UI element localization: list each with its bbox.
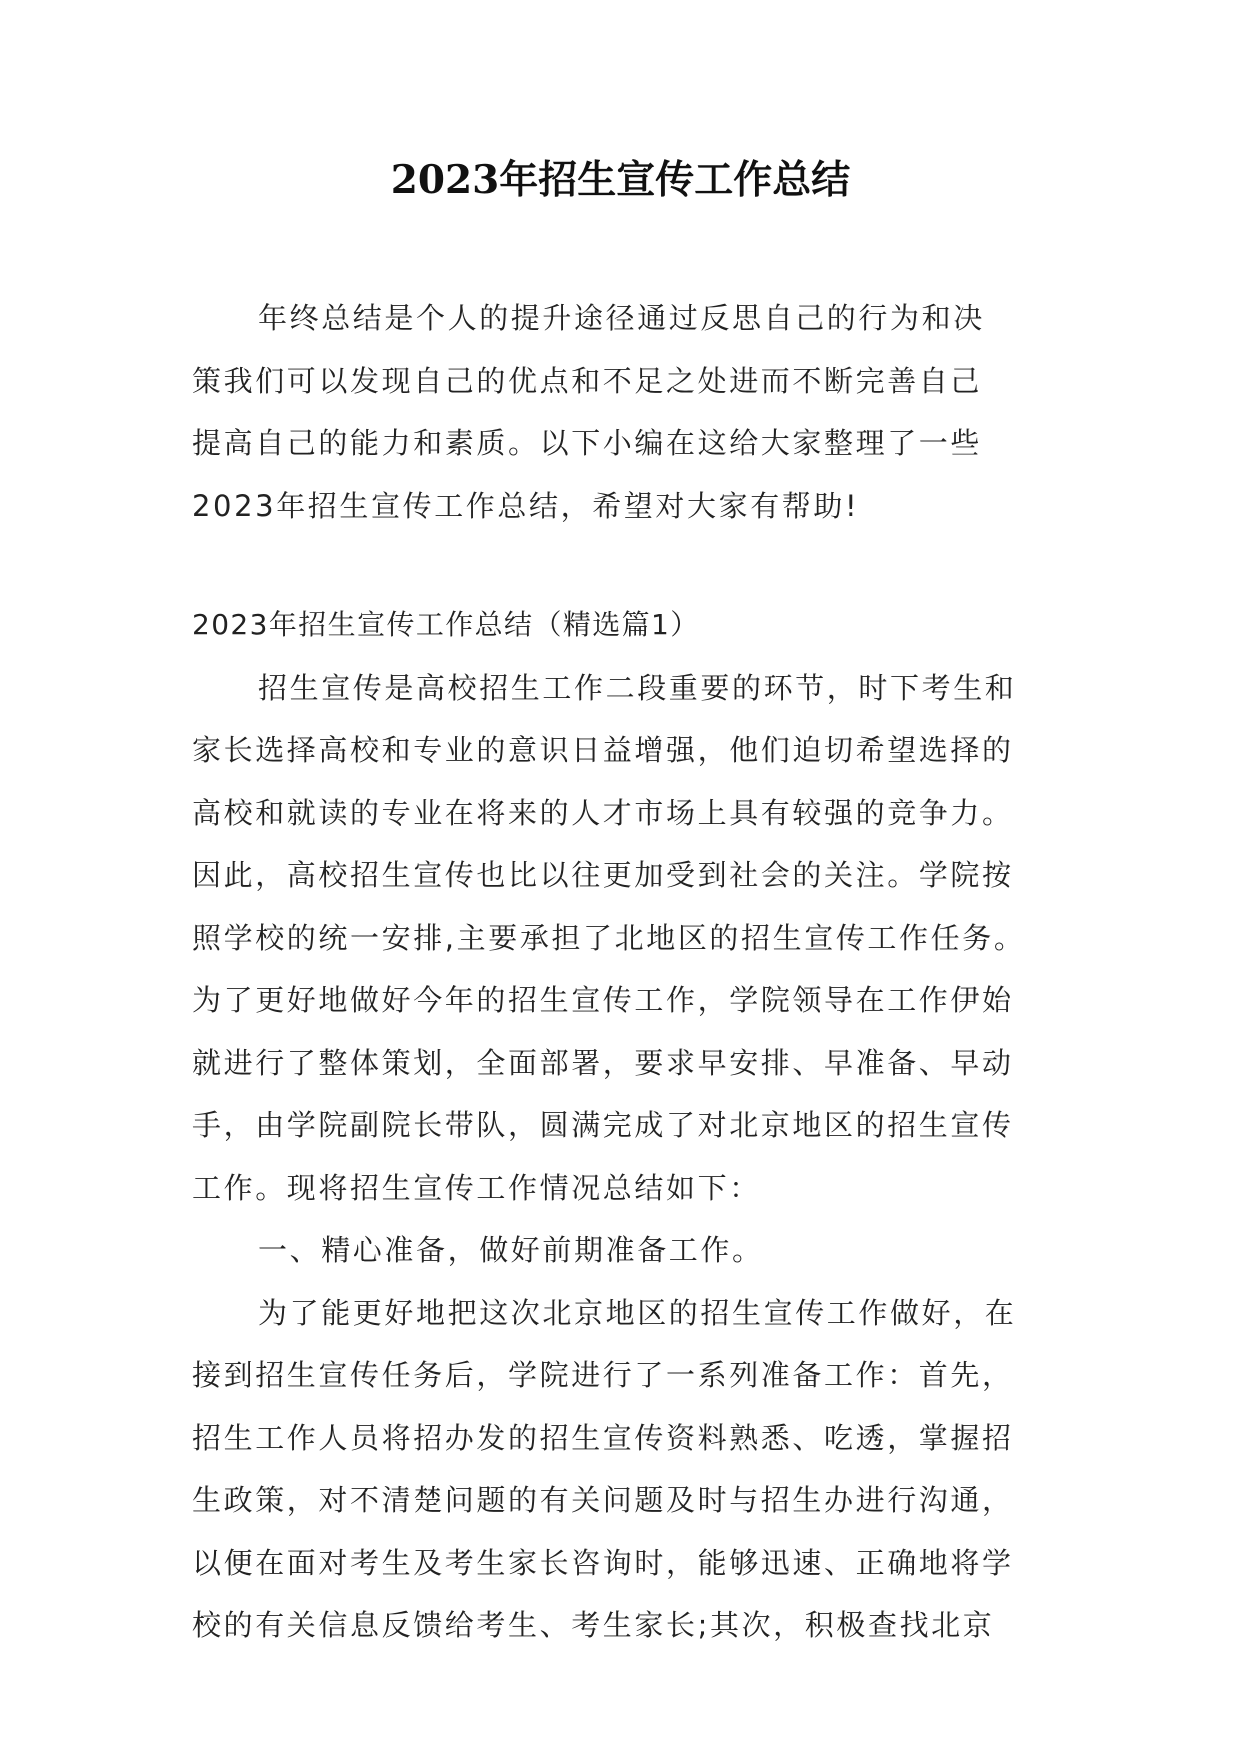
- intro-paragraph: [192, 287, 1050, 537]
- paragraph-1: [192, 657, 1050, 1220]
- text-line: 以便在面对考生及考生家长咨询时，能够迅速、正确地将学: [192, 1545, 1014, 1580]
- text-line: 家长选择高校和专业的意识日益增强，他们迫切希望选择的: [192, 733, 1014, 767]
- text-line: 策我们可以发现自己的优点和不足之处进而不断完善自己: [192, 363, 983, 398]
- text-line: 工作。现将招生宣传工作情况总结如下：: [192, 1170, 761, 1205]
- text-line: 2023年招生宣传工作总结，希望对大家有帮助!: [192, 488, 860, 523]
- subheading: 一、精心准备，做好前期准备工作。: [258, 1233, 764, 1267]
- document-title: 2023年招生宣传工作总结: [390, 157, 851, 203]
- text-line: 接到招生宣传任务后，学院进行了一系列准备工作：首先，: [192, 1358, 1014, 1392]
- text-line: 照学校的统一安排,主要承担了北地区的招生宣传工作任务。: [192, 920, 1026, 955]
- text-line: 高校和就读的专业在将来的人才市场上具有较强的竞争力。: [192, 795, 1014, 830]
- text-line: 因此，高校招生宣传也比以往更加受到社会的关注。学院按: [192, 858, 1014, 892]
- text-line: 年终总结是个人的提升途径通过反思自己的行为和决: [258, 301, 985, 335]
- text-line: 招生宣传是高校招生工作二段重要的环节，时下考生和: [258, 670, 1017, 705]
- section-heading: 2023年招生宣传工作总结（精选篇1）: [192, 608, 700, 641]
- text-line: 提高自己的能力和素质。以下小编在这给大家整理了一些: [192, 426, 983, 460]
- text-line: 为了更好地做好今年的招生宣传工作，学院领导在工作伊始: [192, 983, 1014, 1017]
- document-body: [192, 287, 1050, 1657]
- text-line: 生政策，对不清楚问题的有关问题及时与招生办进行沟通，: [192, 1483, 1014, 1517]
- paragraph-2: [192, 1282, 1050, 1657]
- text-line: 为了能更好地把这次北京地区的招生宣传工作做好，在: [258, 1295, 1017, 1330]
- text-line: 校的有关信息反馈给考生、考生家长;其次，积极查找北京: [192, 1608, 995, 1642]
- text-line: 招生工作人员将招办发的招生宣传资料熟悉、吃透，掌握招: [192, 1420, 1014, 1455]
- paragraph-gap: [192, 537, 1050, 594]
- text-line: 手，由学院副院长带队，圆满完成了对北京地区的招生宣传: [192, 1108, 1014, 1142]
- text-line: 就进行了整体策划，全面部署，要求早安排、早准备、早动: [192, 1045, 1014, 1080]
